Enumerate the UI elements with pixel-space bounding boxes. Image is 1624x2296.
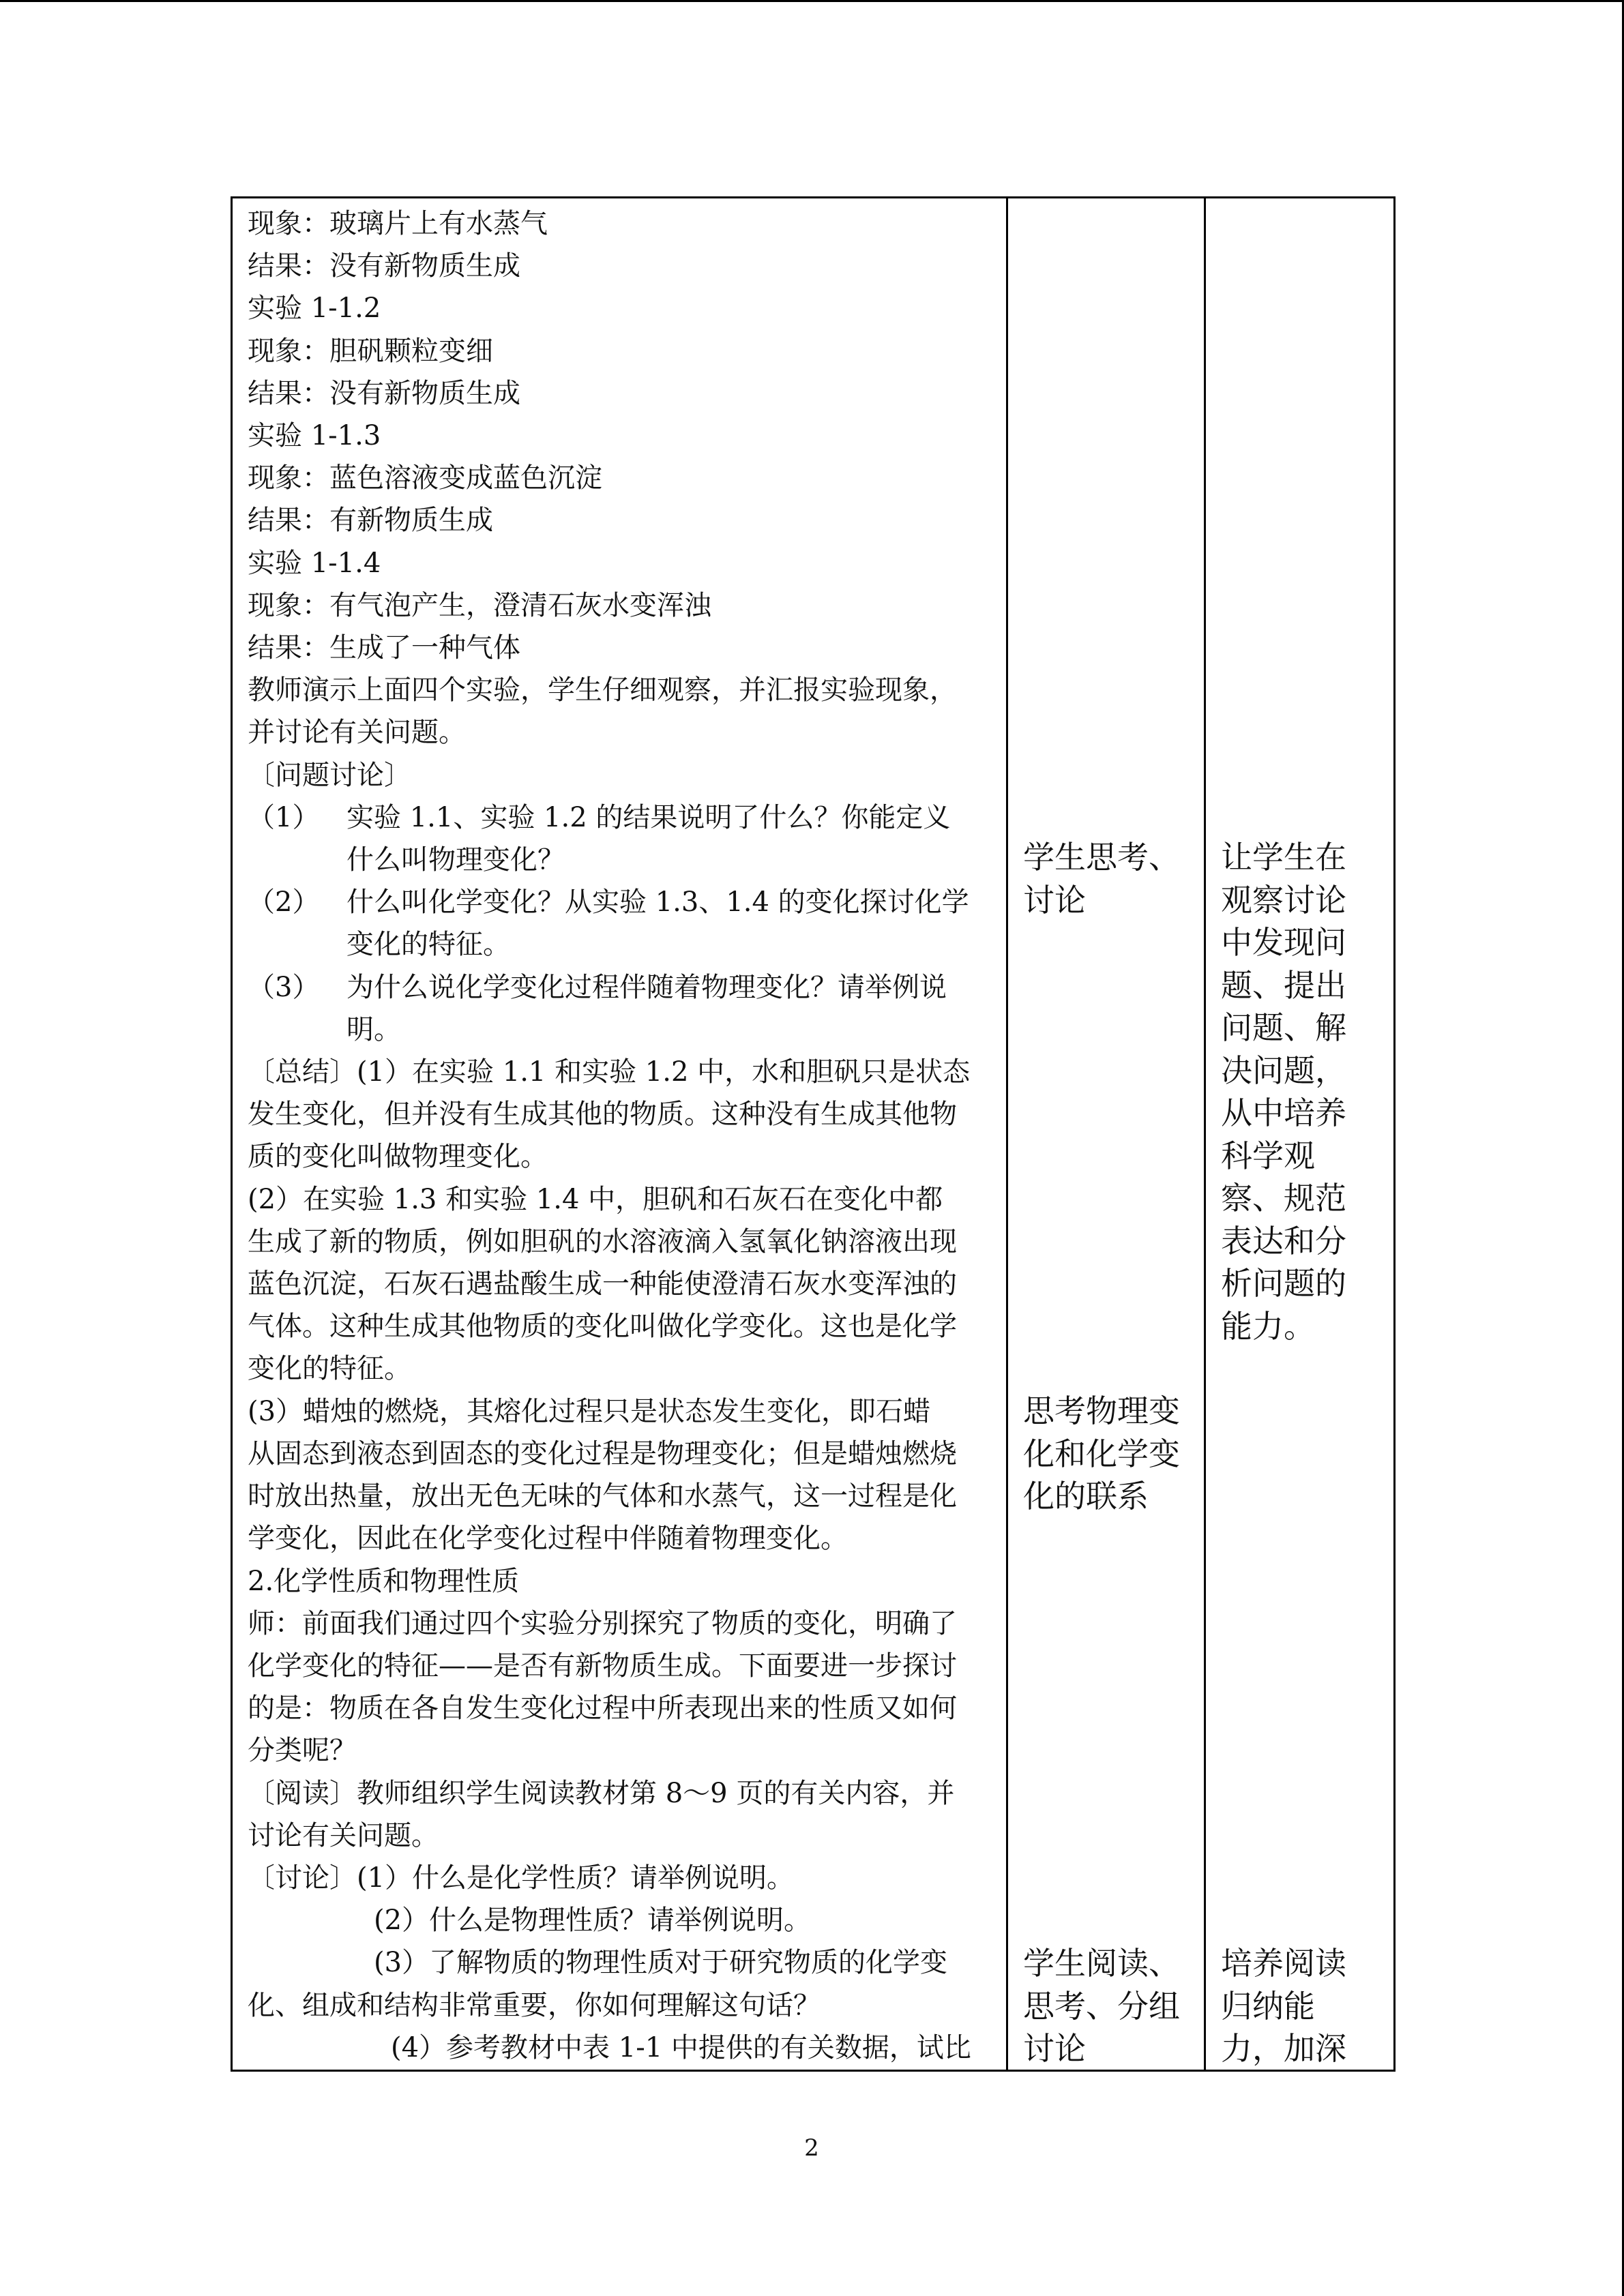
text-line: 化学变化的特征——是否有新物质生成。下面要进一步探讨	[248, 1650, 957, 1682]
text-line: 析问题的	[1221, 1265, 1346, 1302]
teaching-process-text	[233, 198, 1006, 2069]
question-text: 变化的特征。	[346, 929, 510, 961]
text-line: 题、提出	[1221, 966, 1346, 1004]
text-line: 生成了新的物质，例如胆矾的水溶液滴入氢氧化钠溶液出现	[248, 1225, 957, 1257]
text-line: 中发现问	[1221, 924, 1346, 961]
text-line: 问题、解	[1221, 1009, 1346, 1046]
question-text: 明。	[346, 1013, 401, 1045]
text-line: 现象：蓝色溶液变成蓝色沉淀	[248, 462, 602, 494]
text-line: 实验 1-1.2	[248, 293, 381, 325]
text-line: 实验 1-1.3	[248, 420, 381, 452]
student-activity-1	[1023, 836, 1180, 921]
question-number: （1）	[248, 801, 320, 833]
text-line: (4）参考教材中表 1-1 中提供的有关数据，试比	[391, 2031, 971, 2063]
section-heading: 〔问题讨论〕	[248, 759, 411, 791]
text-line: 结果：生成了一种气体	[248, 632, 520, 664]
design-purpose-cell	[1205, 198, 1395, 2071]
text-line: 让学生在	[1221, 839, 1346, 876]
student-activity-cell	[1007, 198, 1205, 2071]
teaching-process-cell	[232, 198, 1007, 2071]
question-item	[248, 881, 991, 923]
text-line: 察、规范	[1221, 1180, 1346, 1217]
text-line: 现象：有气泡产生，澄清石灰水变浑浊	[248, 589, 711, 621]
text-line: 的是：物质在各自发生变化过程中所表现出来的性质又如何	[248, 1693, 957, 1725]
text-line: 表达和分	[1221, 1222, 1346, 1259]
text-line: 蓝色沉淀，石灰石遇盐酸生成一种能使澄清石灰水变浑浊的	[248, 1268, 957, 1300]
question-item	[248, 796, 991, 839]
question-text: 实验 1.1、实验 1.2 的结果说明了什么？你能定义	[346, 801, 951, 833]
text-line: 从中培养	[1221, 1094, 1346, 1131]
text-line: 培养阅读	[1221, 1945, 1346, 1982]
text-line: 决问题，	[1221, 1052, 1346, 1089]
text-line: 思考、分组	[1023, 1987, 1180, 2025]
text-line: (3）了解物质的物理性质对于研究物质的化学变	[374, 1947, 948, 1979]
text-line: 归纳能	[1221, 1987, 1315, 2025]
text-line: 科学观	[1221, 1137, 1315, 1174]
question-text: 什么叫物理变化？	[346, 844, 565, 876]
text-line: 化和化学变	[1023, 1435, 1180, 1472]
question-text: 什么叫化学变化？从实验 1.3、1.4 的变化探讨化学	[346, 886, 969, 919]
text-line: 发生变化，但并没有生成其他的物质。这种没有生成其他物	[248, 1099, 957, 1131]
design-purpose-1	[1221, 836, 1346, 1347]
student-activity-2	[1023, 1390, 1180, 1518]
text-line: 学生阅读、	[1023, 1945, 1180, 1982]
text-line: 化的联系	[1023, 1478, 1149, 1515]
question-number: （2）	[248, 886, 320, 919]
text-line: 讨论有关问题。	[248, 1819, 439, 1851]
text-line: 分类呢？	[248, 1735, 357, 1767]
student-activity-3	[1023, 1942, 1180, 2070]
text-line: 时放出热量，放出无色无味的气体和水蒸气，这一过程是化	[248, 1480, 957, 1512]
text-line: 讨论	[1023, 881, 1086, 919]
text-line: 力，加深	[1221, 2030, 1346, 2067]
text-line: 师：前面我们通过四个实验分别探究了物质的变化，明确了	[248, 1607, 957, 1639]
text-line: 〔总结〕(1）在实验 1.1 和实验 1.2 中，水和胆矾只是状态	[248, 1056, 971, 1088]
question-text: 为什么说化学变化过程伴随着物理变化？请举例说	[346, 971, 947, 1003]
text-line: 教师演示上面四个实验，学生仔细观察，并汇报实验现象，	[248, 674, 957, 706]
page-number: 2	[804, 2134, 819, 2162]
text-line: 观察讨论	[1221, 881, 1346, 919]
text-line: 学变化，因此在化学变化过程中伴随着物理变化。	[248, 1523, 848, 1555]
text-line: 〔讨论〕(1）什么是化学性质？请举例说明。	[248, 1862, 795, 1894]
text-line: 〔阅读〕教师组织学生阅读教材第 8～9 页的有关内容，并	[248, 1777, 955, 1809]
table-row	[232, 198, 1395, 2071]
question-item	[248, 966, 991, 1009]
page-top-edge	[0, 0, 1624, 2]
text-line: 结果：有新物质生成	[248, 505, 493, 537]
text-line: 现象：玻璃片上有水蒸气	[248, 208, 548, 239]
text-line: (2）什么是物理性质？请举例说明。	[374, 1905, 812, 1937]
text-line: 思考物理变	[1023, 1392, 1180, 1429]
text-line: 结果：没有新物质生成	[248, 377, 520, 409]
lesson-plan-table	[231, 196, 1396, 2072]
text-line: 质的变化叫做物理变化。	[248, 1141, 548, 1173]
text-line: 学生思考、	[1023, 839, 1180, 876]
text-line: 结果：没有新物质生成	[248, 250, 520, 282]
text-line: 从固态到液态到固态的变化过程是物理变化；但是蜡烛燃烧	[248, 1437, 957, 1470]
text-line: 并讨论有关问题。	[248, 717, 466, 749]
text-line: (3）蜡烛的燃烧，其熔化过程只是状态发生变化，即石蜡	[248, 1395, 931, 1427]
text-line: 化、组成和结构非常重要，你如何理解这句话？	[248, 1989, 821, 2021]
question-number: （3）	[248, 971, 320, 1003]
text-line: 气体。这种生成其他物质的变化叫做化学变化。这也是化学	[248, 1311, 957, 1343]
section-heading: 2.化学性质和物理性质	[248, 1565, 520, 1597]
text-line: (2）在实验 1.3 和实验 1.4 中，胆矾和石灰石在变化中都	[248, 1183, 943, 1215]
text-line: 能力。	[1221, 1307, 1315, 1345]
design-purpose-2	[1221, 1942, 1346, 2070]
text-line: 实验 1-1.4	[248, 547, 381, 579]
text-line: 讨论	[1023, 2030, 1086, 2067]
text-line: 变化的特征。	[248, 1353, 411, 1385]
text-line: 现象：胆矾颗粒变细	[248, 335, 493, 367]
